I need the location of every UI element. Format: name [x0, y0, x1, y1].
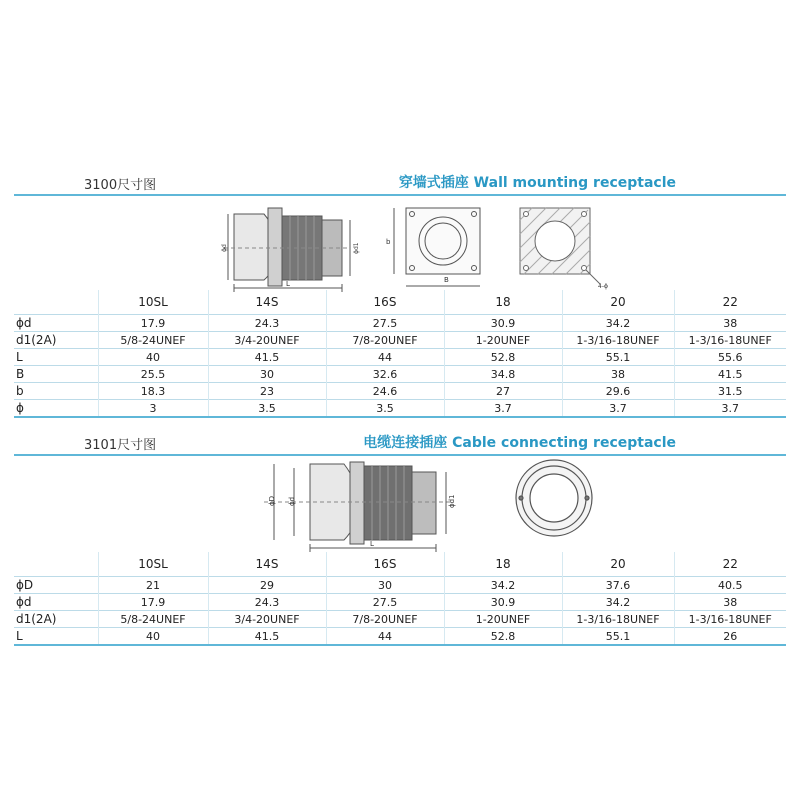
table-cell: 52.8 [444, 628, 562, 646]
table-cell: 23 [208, 383, 326, 400]
column-header: 16S [326, 552, 444, 577]
table-cell: 27.5 [326, 594, 444, 611]
header-blank [14, 290, 98, 315]
dim-label-L: L [370, 540, 374, 548]
column-header: 14S [208, 290, 326, 315]
table-cell: 31.5 [674, 383, 786, 400]
table-cell: 30.9 [444, 315, 562, 332]
table-cell: 1-3/16-18UNEF [674, 332, 786, 349]
table-cell: 34.2 [562, 315, 674, 332]
table-cell: 34.2 [444, 577, 562, 594]
column-header: 20 [562, 552, 674, 577]
table-cell: 30 [326, 577, 444, 594]
dim-label-d1: ϕd1 [353, 242, 360, 254]
column-header: 22 [674, 290, 786, 315]
table-cell: 55.1 [562, 628, 674, 646]
table-cell: 38 [562, 366, 674, 383]
table-cell: 5/8-24UNEF [98, 332, 208, 349]
dim-label-phi: 4-ϕ [598, 283, 608, 290]
row-label: ϕd [14, 315, 98, 332]
table-cell: 3/4-20UNEF [208, 611, 326, 628]
row-label: ϕD [14, 577, 98, 594]
header-blank [14, 552, 98, 577]
row-label: d1(2A) [14, 332, 98, 349]
end-view-drawing [516, 460, 592, 536]
table-cell: 21 [98, 577, 208, 594]
column-header: 16S [326, 290, 444, 315]
section-code-title: 3101尺寸图 [84, 438, 157, 453]
cable-connecting-drawings [14, 456, 786, 552]
table-cell: 55.1 [562, 349, 674, 366]
dim-label-d: ϕd [288, 496, 296, 506]
row-label: d1(2A) [14, 611, 98, 628]
dim-label-d1: ϕd1 [448, 494, 456, 508]
table-cell: 25.5 [98, 366, 208, 383]
table-cell: 40 [98, 628, 208, 646]
table-row [14, 332, 786, 349]
table-cell: 5/8-24UNEF [98, 611, 208, 628]
table-cell: 3.5 [208, 400, 326, 418]
table-header-row [14, 290, 786, 315]
table-cell: 17.9 [98, 594, 208, 611]
table-row [14, 611, 786, 628]
table-cell: 7/8-20UNEF [326, 611, 444, 628]
panel-cutout-drawing [520, 208, 600, 284]
table-cell: 3.7 [674, 400, 786, 418]
table-row [14, 366, 786, 383]
table-cell: 41.5 [208, 628, 326, 646]
table-cell: 40.5 [674, 577, 786, 594]
table-cell: 18.3 [98, 383, 208, 400]
table-cell: 40 [98, 349, 208, 366]
row-label: ϕ [14, 400, 98, 418]
table-cell: 29 [208, 577, 326, 594]
table-row [14, 400, 786, 418]
table-header-row [14, 552, 786, 577]
wall-mounting-spec-table [14, 290, 786, 418]
table-cell: 17.9 [98, 315, 208, 332]
table-cell: 30.9 [444, 594, 562, 611]
table-cell: 3.7 [444, 400, 562, 418]
table-cell: 24.6 [326, 383, 444, 400]
table-cell: 52.8 [444, 349, 562, 366]
table-cell: 3.5 [326, 400, 444, 418]
table-row [14, 577, 786, 594]
table-cell: 41.5 [208, 349, 326, 366]
section-header [14, 428, 786, 452]
row-label: L [14, 628, 98, 646]
table-cell: 44 [326, 628, 444, 646]
table-cell: 24.3 [208, 315, 326, 332]
column-header: 22 [674, 552, 786, 577]
section-title: 穿墙式插座 Wall mounting receptacle [398, 175, 676, 191]
side-view-drawing [264, 462, 454, 552]
row-label: ϕd [14, 594, 98, 611]
table-row [14, 628, 786, 646]
cable-connecting-spec-table [14, 552, 786, 646]
dim-label-D: ϕD [268, 495, 276, 506]
column-header: 10SL [98, 290, 208, 315]
table-cell: 1-20UNEF [444, 332, 562, 349]
section-rule [14, 194, 786, 196]
cable-connecting-section [14, 428, 786, 643]
column-header: 18 [444, 290, 562, 315]
table-cell: 32.6 [326, 366, 444, 383]
table-cell: 3.7 [562, 400, 674, 418]
table-cell: 38 [674, 315, 786, 332]
wall-mounting-section [14, 168, 786, 415]
table-cell: 55.6 [674, 349, 786, 366]
table-cell: 26 [674, 628, 786, 646]
table-cell: 44 [326, 349, 444, 366]
section-header [14, 168, 786, 192]
table-cell: 29.6 [562, 383, 674, 400]
table-cell: 1-3/16-18UNEF [562, 332, 674, 349]
dim-label-B: B [444, 276, 449, 284]
table-cell: 27.5 [326, 315, 444, 332]
row-label: B [14, 366, 98, 383]
wall-mounting-drawings [14, 198, 786, 294]
table-cell: 38 [674, 594, 786, 611]
table-cell: 34.2 [562, 594, 674, 611]
table-cell: 24.3 [208, 594, 326, 611]
table-row [14, 383, 786, 400]
column-header: 18 [444, 552, 562, 577]
dim-label-L: L [286, 280, 290, 288]
dim-label-d: ϕd [221, 244, 228, 252]
row-label: L [14, 349, 98, 366]
section-code-title: 3100尺寸图 [84, 178, 157, 193]
table-cell: 3/4-20UNEF [208, 332, 326, 349]
dim-label-b: b [386, 238, 391, 246]
table-cell: 3 [98, 400, 208, 418]
column-header: 14S [208, 552, 326, 577]
table-cell: 1-20UNEF [444, 611, 562, 628]
table-row [14, 349, 786, 366]
table-cell: 41.5 [674, 366, 786, 383]
table-cell: 27 [444, 383, 562, 400]
table-row [14, 315, 786, 332]
table-cell: 37.6 [562, 577, 674, 594]
table-row [14, 594, 786, 611]
table-cell: 30 [208, 366, 326, 383]
column-header: 20 [562, 290, 674, 315]
table-cell: 1-3/16-18UNEF [562, 611, 674, 628]
column-header: 10SL [98, 552, 208, 577]
section-title: 电缆连接插座 Cable connecting receptacle [363, 435, 676, 451]
table-cell: 7/8-20UNEF [326, 332, 444, 349]
front-view-drawing [394, 208, 480, 286]
row-label: b [14, 383, 98, 400]
table-cell: 1-3/16-18UNEF [674, 611, 786, 628]
table-cell: 34.8 [444, 366, 562, 383]
